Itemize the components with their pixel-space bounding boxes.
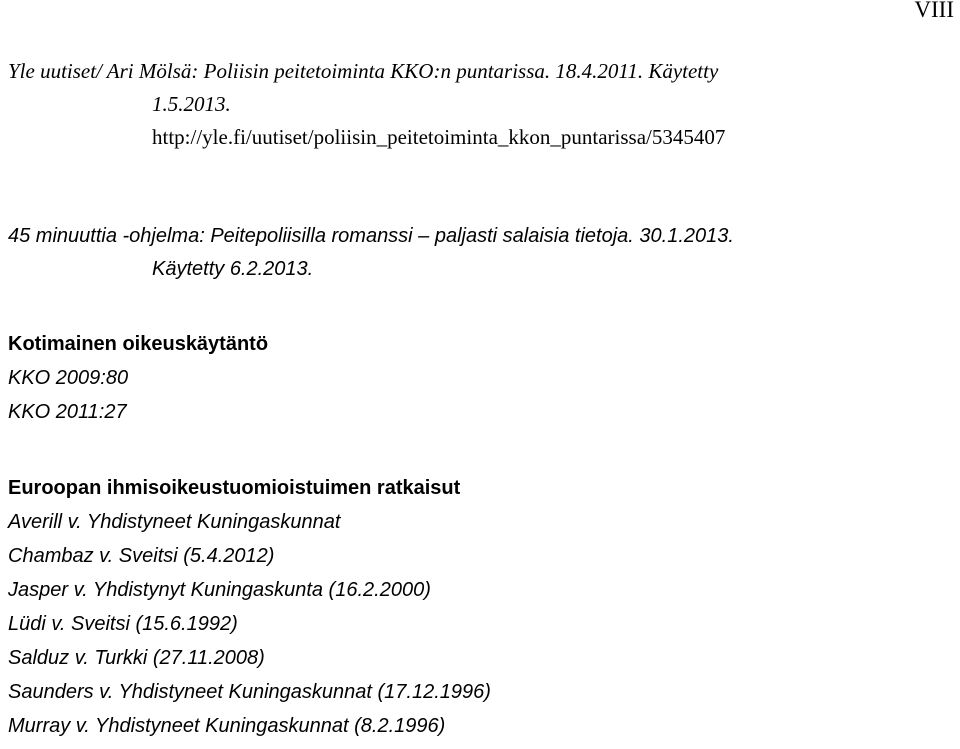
reference-yle bbox=[8, 55, 938, 154]
list-item: Saunders v. Yhdistyneet Kuningaskunnat (17.12.1996) bbox=[8, 681, 491, 703]
list-item: Lüdi v. Sveitsi (15.6.1992) bbox=[8, 613, 238, 635]
reference-yle-url: http://yle.fi/uutiset/poliisin_peitetoiminta_kkon_puntarissa/5345407 bbox=[152, 125, 726, 149]
reference-45-minuuttia-line1: 45 minuuttia -ohjelma: Peitepoliisilla romanssi – paljasti salaisia tietoja. 30.1.2013. bbox=[8, 225, 734, 247]
page-number: VIII bbox=[914, 0, 954, 22]
echr-rulings-heading: Euroopan ihmisoikeustuomioistuimen ratkaisut bbox=[8, 477, 461, 499]
list-item: KKO 2009:80 bbox=[8, 367, 129, 389]
domestic-case-law-heading: Kotimainen oikeuskäytäntö bbox=[8, 333, 269, 355]
domestic-case-law-section bbox=[8, 327, 268, 429]
echr-rulings-section bbox=[8, 471, 491, 743]
list-item: Murray v. Yhdistyneet Kuningaskunnat (8.2.1996) bbox=[8, 715, 446, 737]
list-item: Salduz v. Turkki (27.11.2008) bbox=[8, 647, 265, 669]
list-item: Chambaz v. Sveitsi (5.4.2012) bbox=[8, 545, 275, 567]
reference-45-minuuttia-line2: Käytetty 6.2.2013. bbox=[152, 258, 314, 280]
list-item: Averill v. Yhdistyneet Kuningaskunnat bbox=[8, 511, 341, 533]
reference-45-minuuttia bbox=[8, 220, 948, 286]
reference-yle-line1: Yle uutiset/ Ari Mölsä: Poliisin peitetoiminta KKO:n puntarissa. 18.4.2011. Käytetty bbox=[8, 59, 719, 83]
reference-yle-line2: 1.5.2013. bbox=[152, 92, 231, 116]
list-item: Jasper v. Yhdistynyt Kuningaskunta (16.2.2000) bbox=[8, 579, 431, 601]
list-item: KKO 2011:27 bbox=[8, 401, 127, 423]
